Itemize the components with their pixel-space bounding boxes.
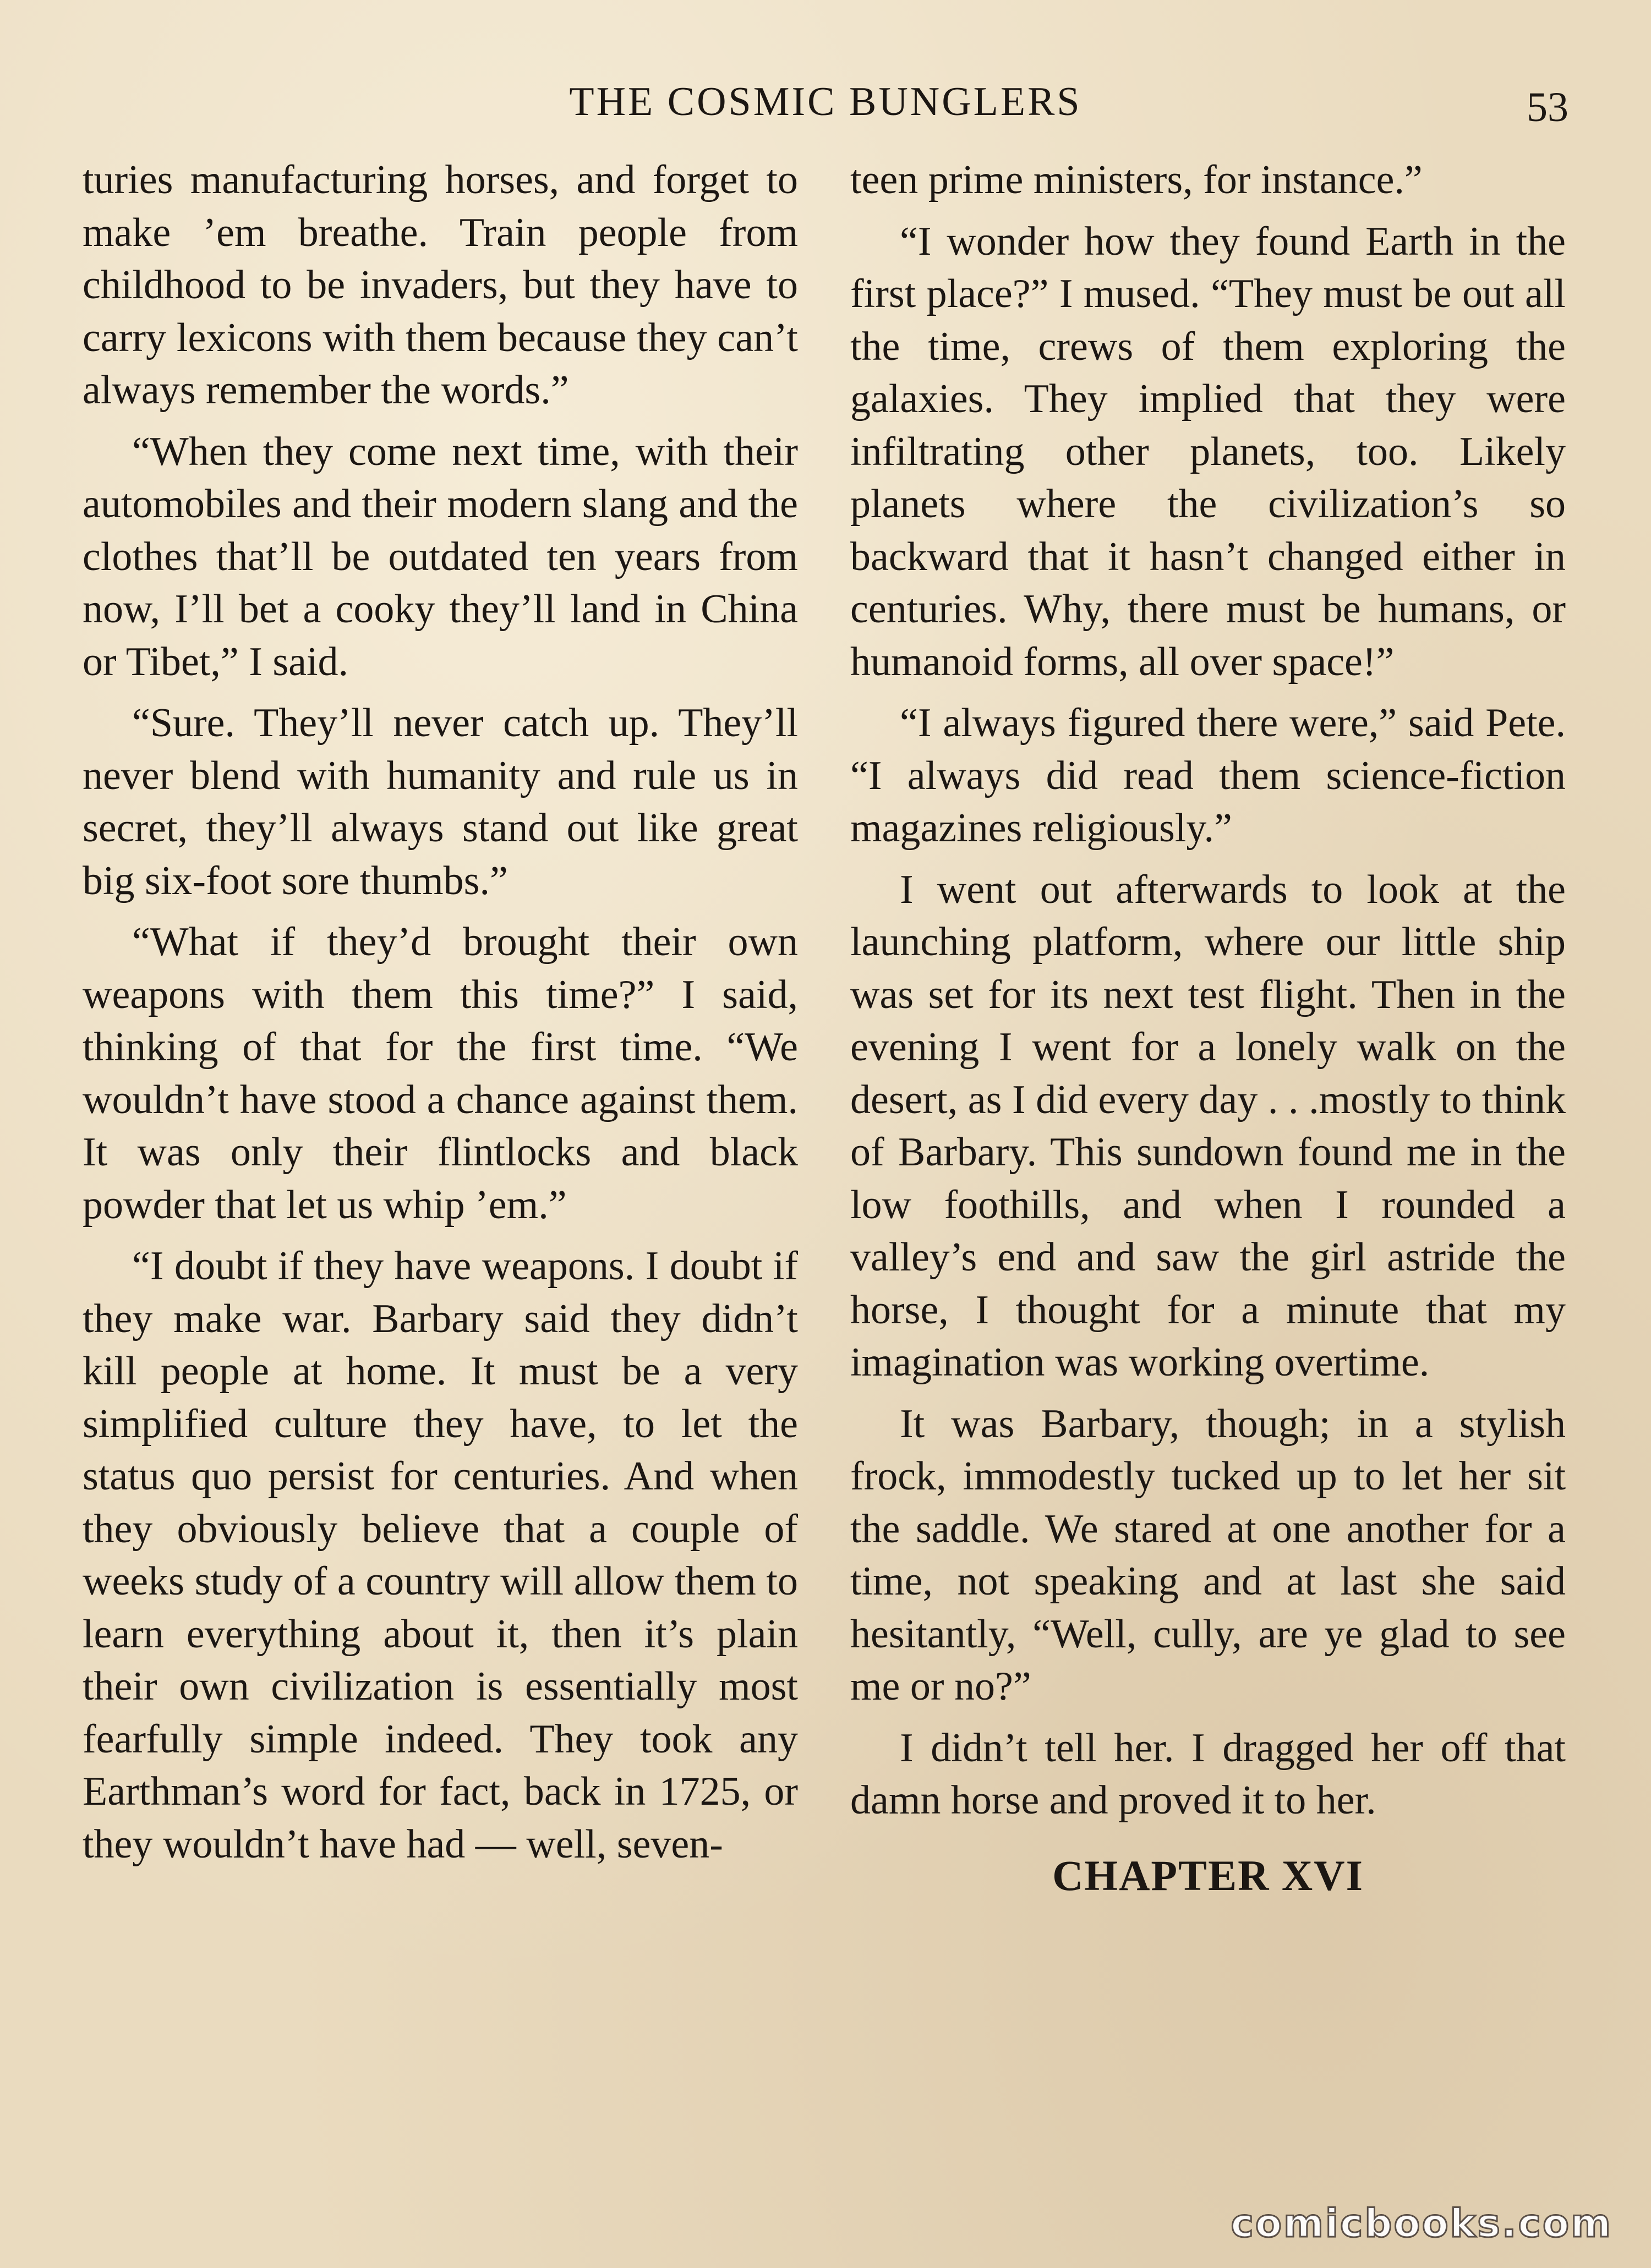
paragraph: teen prime ministers, for instance.” xyxy=(850,157,1423,202)
running-title: THE COSMIC BUNGLERS xyxy=(569,79,1082,124)
right-text-column xyxy=(850,154,1566,1902)
chapter-heading: CHAPTER XVI xyxy=(1052,1851,1364,1899)
paragraph: “What if they’d brought their own weapons with them this time?” I said, thinking of that for the first time. “We wouldn’t have stood a chance against them. It was only their flintlocks and black powder that let us whip ’em.” xyxy=(83,919,798,1228)
paragraph: It was Barbary, though; in a stylish frock, immodestly tucked up to let her sit the saddle. We stared at one another for a time, not speaking and at last she said hesitantly, “Well, cully, are ye glad to see me or no?” xyxy=(850,1401,1566,1709)
paragraph: I went out afterwards to look at the launching platform, where our little ship was set for its next test flight. Then in the evening I went for a lonely walk on the desert, as I did every day . . .mostly to think of Barbary. This sundown found me in the low foothills, and when I rounded a valley’s end and saw the girl astride the horse, I thought for a minute that my imagination was working overtime. xyxy=(850,867,1566,1385)
paragraph: turies manufacturing horses, and forget to make ’em breathe. Train people from childhood to be invaders, but they have to carry lexicons with them because they can’t always remember the words.” xyxy=(83,157,798,413)
paragraph: “When they come next time, with their automobiles and their modern slang and the clothes that’ll be outdated ten years from now, I’ll bet a cooky they’ll land in China or Tibet,” I said. xyxy=(83,429,798,684)
paragraph: “I wonder how they found Earth in the first place?” I mused. “They must be out all the time, crews of them exploring the galaxies. They implied that they were infiltrating other planets, too. Likely planets where the civilization’s so backward that it hasn’t changed either in centuries. Why, there must be humans, or humanoid forms, all over space!” xyxy=(850,218,1566,684)
paragraph: I didn’t tell her. I dragged her off that damn horse and proved it to her. xyxy=(850,1725,1566,1823)
paragraph: “I always figured there were,” said Pete. “I always did read them science-fiction magazines religiously.” xyxy=(850,700,1566,851)
page-number: 53 xyxy=(1527,84,1568,130)
paragraph: “I doubt if they have weapons. I doubt if they make war. Barbary said they didn’t kill people at home. It must be a very simplified culture they have, to let the status quo persist for centuries. And when they obviously believe that a couple of weeks study of a country will allow them to learn everything about it, then it’s plain their own civilization is essentially most fearfully simple indeed. They took any Earthman’s word for fact, back in 1725, or they wouldn’t have had — well, seven- xyxy=(83,1243,798,1867)
watermark: comicbooks.com xyxy=(1231,2201,1612,2246)
left-text-column xyxy=(83,154,798,1880)
paragraph: “Sure. They’ll never catch up. They’ll never blend with humanity and rule us in secret, they’ll always stand out like great big six-foot sore thumbs.” xyxy=(83,700,798,903)
